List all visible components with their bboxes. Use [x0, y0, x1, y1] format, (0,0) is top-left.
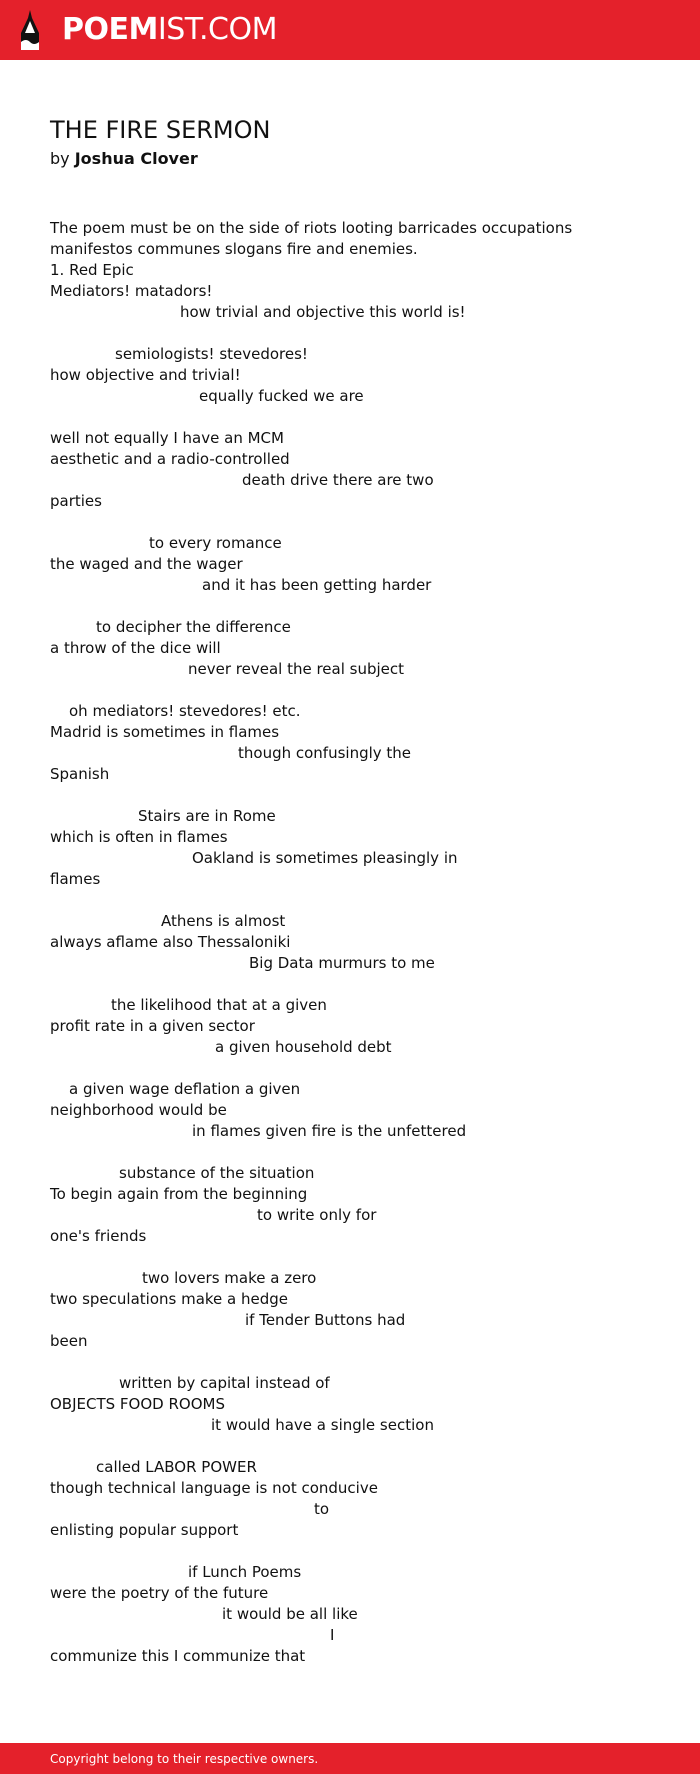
poem-line: how objective and trivial! — [50, 366, 241, 384]
site-logo[interactable] — [62, 12, 277, 48]
poem-body — [50, 218, 650, 1667]
poem-line — [50, 1058, 650, 1079]
poem-line — [50, 1247, 650, 1268]
poem-line: death drive there are two — [242, 471, 434, 489]
poem-line: to decipher the difference — [96, 618, 291, 636]
poem-line: Athens is almost — [161, 912, 286, 930]
poem-line — [50, 407, 650, 428]
poem-line: Spanish — [50, 765, 110, 783]
poem-line: a given household debt — [215, 1038, 392, 1056]
poem-line: always aflame also Thessaloniki — [50, 933, 291, 951]
poem-line: called LABOR POWER — [96, 1458, 257, 1476]
poem-line — [50, 1352, 650, 1373]
poem-line: two speculations make a hedge — [50, 1290, 289, 1308]
poem-line: never reveal the real subject — [188, 660, 405, 678]
poem-line: equally fucked we are — [199, 387, 364, 405]
poem-line: a given wage deflation a given — [69, 1080, 301, 1098]
poem-title: THE FIRE SERMON — [50, 116, 271, 144]
poem-line — [50, 512, 650, 533]
poem-line: The poem must be on the side of riots looting barricades occupations — [50, 219, 573, 237]
poem-line: enlisting popular support — [50, 1521, 239, 1539]
poem-line — [50, 680, 650, 701]
poem-line: the likelihood that at a given — [111, 996, 327, 1014]
poem-line: which is often in flames — [50, 828, 228, 846]
poem-line: manifestos communes slogans fire and enemies. — [50, 240, 418, 258]
poem-line: Madrid is sometimes in flames — [50, 723, 280, 741]
poem-line: neighborhood would be — [50, 1101, 227, 1119]
poem-line: to write only for — [257, 1206, 377, 1224]
poem-line: written by capital instead of — [119, 1374, 330, 1392]
poem-line: communize this I communize that — [50, 1647, 306, 1665]
poem-line: Oakland is sometimes pleasingly in — [192, 849, 458, 867]
poem-line: if Lunch Poems — [188, 1563, 302, 1581]
poem-line: though confusingly the — [238, 744, 412, 762]
by-label: by — [50, 149, 70, 168]
poem-line: Mediators! matadors! — [50, 282, 213, 300]
poem-line: to — [314, 1500, 330, 1518]
poem-line — [50, 785, 650, 806]
poem-line — [50, 890, 650, 911]
logo-bold-text: POEM — [62, 12, 158, 47]
poem-line — [50, 1142, 650, 1163]
poem-line: Big Data murmurs to me — [249, 954, 435, 972]
poem-line: how trivial and objective this world is! — [180, 303, 466, 321]
poem-line: substance of the situation — [119, 1164, 315, 1182]
site-footer — [0, 1743, 700, 1774]
poem-line: flames — [50, 870, 101, 888]
poem-line — [50, 974, 650, 995]
pen-nib-icon[interactable] — [17, 9, 43, 51]
poem-line — [50, 596, 650, 617]
poem-line: 1. Red Epic — [50, 261, 134, 279]
poem-line: To begin again from the beginning — [50, 1185, 308, 1203]
poem-line: though technical language is not conducive — [50, 1479, 378, 1497]
poem-line: were the poetry of the future — [50, 1584, 269, 1602]
poem-line: OBJECTS FOOD ROOMS — [50, 1395, 225, 1413]
poem-line: parties — [50, 492, 102, 510]
poem-line: profit rate in a given sector — [50, 1017, 255, 1035]
poem-line: one's friends — [50, 1227, 147, 1245]
poem-line: it would have a single section — [211, 1416, 434, 1434]
poem-line: I — [330, 1626, 335, 1644]
poem-line: and it has been getting harder — [202, 576, 432, 594]
poem-line: it would be all like — [222, 1605, 358, 1623]
poem-line: been — [50, 1332, 88, 1350]
poem-line: oh mediators! stevedores! etc. — [69, 702, 301, 720]
poem-line: Stairs are in Rome — [138, 807, 276, 825]
poem-line: to every romance — [149, 534, 282, 552]
site-header — [0, 0, 700, 60]
author-name[interactable]: Joshua Clover — [74, 149, 198, 168]
poem-line: if Tender Buttons had — [245, 1311, 406, 1329]
poem-line: the waged and the wager — [50, 555, 243, 573]
poem-line — [50, 1436, 650, 1457]
poem-line: aesthetic and a radio-controlled — [50, 450, 290, 468]
poem-line: in flames given fire is the unfettered — [192, 1122, 467, 1140]
poem-line: semiologists! stevedores! — [115, 345, 308, 363]
poem-line: a throw of the dice will — [50, 639, 221, 657]
poem-line — [50, 323, 650, 344]
poem-line — [50, 1541, 650, 1562]
copyright-text: Copyright belong to their respective owners. — [50, 1752, 319, 1766]
logo-light-text: IST.COM — [157, 12, 277, 47]
poem-line: two lovers make a zero — [142, 1269, 317, 1287]
byline — [50, 147, 198, 171]
poem-line: well not equally I have an MCM — [50, 429, 284, 447]
